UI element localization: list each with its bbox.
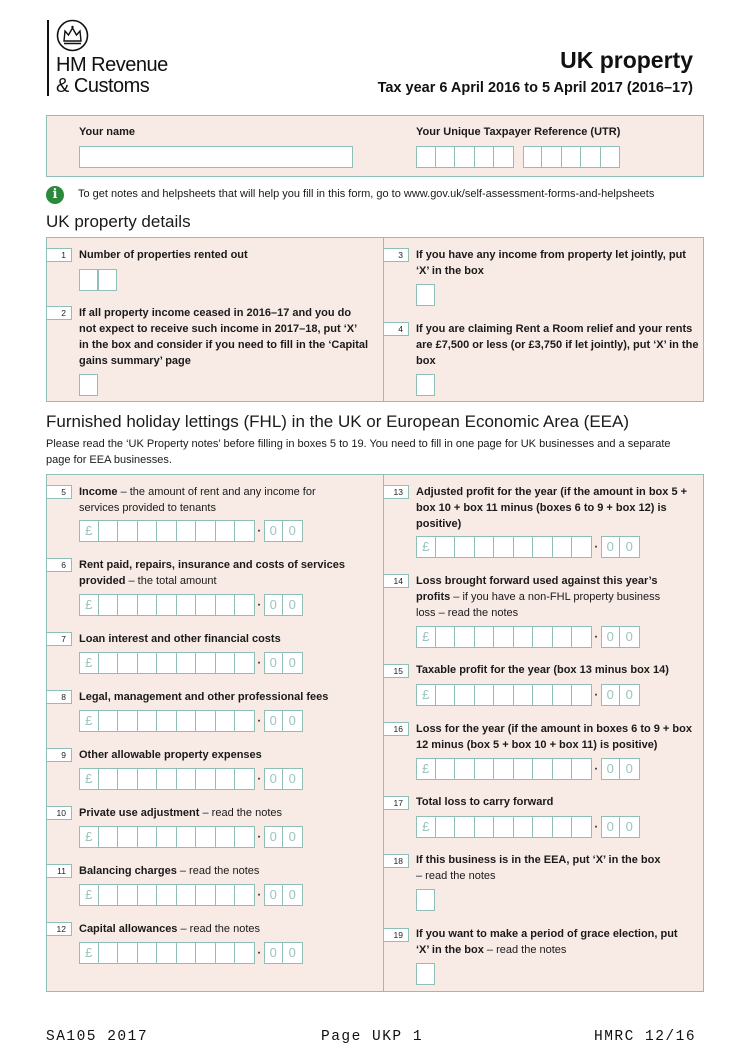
form-code: SA105 2017 [46,1029,149,1045]
pence-cell: 0 [620,684,640,706]
box-4-label: If you are claiming Rent a Room relief and your rents are £7,500 or less (or £3,750 if let jointly), put ‘X’ in the box [416,323,699,367]
digit-cell[interactable] [99,520,119,542]
box-7-label: Loan interest and other financial costs [79,633,281,645]
page-title: UK property [560,47,693,73]
digit-cell[interactable] [138,520,158,542]
digit-cell[interactable] [118,594,138,616]
digit-cell[interactable] [572,816,592,838]
digit-cell[interactable] [514,758,534,780]
box-5-label: Income – the amount of rent and any income for services provided to tenants [79,486,316,514]
digit-cell[interactable] [455,758,475,780]
digit-cell[interactable] [99,652,119,674]
digit-cell[interactable] [553,536,573,558]
pence-cell: 0 [264,826,284,848]
box-15-amount[interactable] [416,684,640,706]
digit-cell[interactable] [436,626,456,648]
digit-cell[interactable] [118,520,138,542]
box-3-checkbox[interactable] [416,284,435,306]
box-1-label: Number of properties rented out [79,249,248,261]
digit-cell[interactable] [553,816,573,838]
digit-cell[interactable] [494,536,514,558]
box-number: 19 [383,928,409,942]
digit-cell[interactable] [138,884,158,906]
currency-cell: £ [79,942,99,964]
digit-cell[interactable] [475,758,495,780]
digit-cell[interactable] [235,884,255,906]
digit-cell[interactable] [533,816,553,838]
box-number: 4 [383,322,409,336]
decimal-point: · [256,596,262,613]
digit-cell[interactable] [494,626,514,648]
fhl-intro: Please read the ‘UK Property notes’ before filling in boxes 5 to 19. You need to fill in one page for UK businesses and a separate page for EEA businesses. [46,438,671,466]
box-4-checkbox[interactable] [416,374,435,396]
digit-cell[interactable] [533,536,553,558]
digit-cell[interactable] [235,768,255,790]
decimal-point: · [256,828,262,845]
digit-cell[interactable] [436,758,456,780]
pence-cell: 0 [620,626,640,648]
digit-cell[interactable] [216,884,236,906]
utr-label: Your Unique Taxpayer Reference (UTR) [416,126,621,138]
pence-cell: 0 [283,826,303,848]
box-number: 13 [383,485,409,499]
pence-cell: 0 [264,652,284,674]
pence-cell: 0 [264,768,284,790]
pence-cell: 0 [283,520,303,542]
hmrc-wordmark: HM Revenue & Customs [56,54,168,97]
digit-cell[interactable] [235,520,255,542]
pence-cell: 0 [601,536,621,558]
box-17-amount[interactable] [416,816,640,838]
digit-cell[interactable] [455,816,475,838]
box-number: 2 [46,306,72,320]
digit-cell[interactable] [436,816,456,838]
your-name-field[interactable] [79,146,353,168]
digit-cell[interactable] [138,768,158,790]
digit-cell[interactable] [494,816,514,838]
decimal-point: · [256,522,262,539]
digit-cell[interactable] [177,826,197,848]
digit-cell[interactable] [475,684,495,706]
digit-cell[interactable] [196,826,216,848]
box-8-amount[interactable] [79,710,303,732]
pence-cell: 0 [601,758,621,780]
decimal-point: · [256,712,262,729]
box-9-amount[interactable] [79,768,303,790]
digit-cell[interactable] [494,684,514,706]
decimal-point: · [593,760,599,777]
digit-cell[interactable] [475,626,495,648]
digit-cell[interactable] [177,942,197,964]
digit-cell[interactable] [177,520,197,542]
digit-cell[interactable] [118,652,138,674]
box-8-label: Legal, management and other professional fees [79,691,329,703]
box-number: 9 [46,748,72,762]
digit-cell[interactable] [99,710,119,732]
digit-cell[interactable] [196,520,216,542]
decimal-point: · [256,886,262,903]
digit-cell[interactable] [118,710,138,732]
hmrc-logo-rule [47,20,49,96]
digit-cell[interactable] [533,758,553,780]
digit-cell[interactable] [235,710,255,732]
digit-cell[interactable] [196,942,216,964]
pence-cell: 0 [283,942,303,964]
box-number: 6 [46,558,72,572]
digit-cell[interactable] [494,758,514,780]
box-5-amount[interactable] [79,520,303,542]
currency-cell: £ [79,710,99,732]
digit-cell[interactable] [514,816,534,838]
digit-cell[interactable] [553,684,573,706]
box-6-amount[interactable] [79,594,303,616]
digit-cell[interactable] [99,768,119,790]
digit-cell[interactable] [99,826,119,848]
currency-cell: £ [416,758,436,780]
box-10-amount[interactable] [79,826,303,848]
page-number: Page UKP 1 [321,1029,424,1045]
digit-cell[interactable] [177,884,197,906]
pence-cell: 0 [601,816,621,838]
digit-cell[interactable] [177,768,197,790]
digit-cell[interactable] [196,652,216,674]
currency-cell: £ [79,520,99,542]
box-number: 17 [383,796,409,810]
digit-cell[interactable] [177,594,197,616]
currency-cell: £ [416,536,436,558]
digit-cell[interactable] [157,884,177,906]
digit-cell[interactable] [533,684,553,706]
royal-crest-icon [56,19,89,52]
digit-cell[interactable] [572,536,592,558]
box-1-input[interactable] [79,269,98,291]
box-1-input[interactable] [98,269,117,291]
digit-cell[interactable] [157,768,177,790]
digit-cell[interactable] [553,758,573,780]
pence-cell: 0 [283,768,303,790]
box-number: 7 [46,632,72,646]
box-number: 11 [46,864,72,878]
currency-cell: £ [79,884,99,906]
box-number: 3 [383,248,409,262]
decimal-point: · [256,654,262,671]
pence-cell: 0 [620,758,640,780]
digit-cell[interactable] [553,626,573,648]
box-number: 18 [383,854,409,868]
pence-cell: 0 [283,652,303,674]
currency-cell: £ [79,768,99,790]
box-2-checkbox[interactable] [79,374,98,396]
digit-cell[interactable] [235,652,255,674]
digit-cell[interactable] [118,942,138,964]
pence-cell: 0 [264,594,284,616]
your-name-label: Your name [79,126,136,138]
digit-cell[interactable] [514,536,534,558]
digit-cell[interactable] [235,826,255,848]
digit-cell[interactable] [455,536,475,558]
digit-cell[interactable] [572,626,592,648]
digit-cell[interactable] [235,594,255,616]
digit-cell[interactable] [455,684,475,706]
digit-cell[interactable] [216,594,236,616]
pence-cell: 0 [264,884,284,906]
digit-cell[interactable] [157,520,177,542]
box-18-checkbox[interactable] [416,889,435,911]
digit-cell[interactable] [177,710,197,732]
box-6-label: Rent paid, repairs, insurance and costs of services provided – the total amount [79,559,345,587]
decimal-point: · [593,628,599,645]
digit-cell[interactable] [157,942,177,964]
pence-cell: 0 [283,594,303,616]
digit-cell[interactable] [138,652,158,674]
digit-cell[interactable] [196,884,216,906]
box-13-label: Adjusted profit for the year (if the amount in box 5 + box 10 + box 11 minus (boxes 6 to 9 + box 12) is positive) [416,486,688,530]
box-3-label: If you have any income from property let jointly, put ‘X’ in the box [416,249,686,277]
box-19-label: If you want to make a period of grace election, put ‘X’ in the box – read the notes [416,928,678,956]
pence-cell: 0 [283,710,303,732]
currency-cell: £ [416,626,436,648]
box-13-amount[interactable] [416,536,640,558]
digit-cell[interactable] [216,768,236,790]
box-7-amount[interactable] [79,652,303,674]
digit-cell[interactable] [216,942,236,964]
box-16-amount[interactable] [416,758,640,780]
box-11-amount[interactable] [79,884,303,906]
box-10-label: Private use adjustment – read the notes [79,807,282,819]
digit-cell[interactable] [514,684,534,706]
digit-cell[interactable] [157,594,177,616]
form-version: HMRC 12/16 [594,1029,697,1045]
digit-cell[interactable] [99,884,119,906]
decimal-point: · [256,770,262,787]
digit-cell[interactable] [138,826,158,848]
box-number: 10 [46,806,72,820]
digit-cell[interactable] [177,652,197,674]
digit-cell[interactable] [157,826,177,848]
currency-cell: £ [79,594,99,616]
digit-cell[interactable] [572,684,592,706]
box-number: 12 [46,922,72,936]
digit-cell[interactable] [216,826,236,848]
box-11-label: Balancing charges – read the notes [79,865,260,877]
currency-cell: £ [79,826,99,848]
digit-cell[interactable] [99,942,119,964]
digit-cell[interactable] [533,626,553,648]
box-number: 8 [46,690,72,704]
box-18-label: If this business is in the EEA, put ‘X’ in the box – read the notes [416,854,661,882]
digit-cell[interactable] [216,710,236,732]
digit-cell[interactable] [514,626,534,648]
fhl-heading: Furnished holiday lettings (FHL) in the UK or European Economic Area (EEA) [46,412,629,431]
digit-cell[interactable] [118,884,138,906]
digit-cell[interactable] [475,536,495,558]
digit-cell[interactable] [138,594,158,616]
box-12-label: Capital allowances – read the notes [79,923,260,935]
digit-cell[interactable] [118,826,138,848]
digit-cell[interactable] [436,684,456,706]
pence-cell: 0 [264,710,284,732]
pence-cell: 0 [264,942,284,964]
digit-cell[interactable] [572,758,592,780]
box-9-label: Other allowable property expenses [79,749,262,761]
box-19-checkbox[interactable] [416,963,435,985]
digit-cell[interactable] [196,594,216,616]
box-17-label: Total loss to carry forward [416,796,554,808]
digit-cell[interactable] [196,768,216,790]
digit-cell[interactable] [216,520,236,542]
pence-cell: 0 [620,816,640,838]
decimal-point: · [256,944,262,961]
decimal-point: · [593,818,599,835]
box-number: 1 [46,248,72,262]
digit-cell[interactable] [118,768,138,790]
digit-cell[interactable] [436,536,456,558]
decimal-point: · [593,686,599,703]
currency-cell: £ [79,652,99,674]
utr-field[interactable] [416,146,620,168]
digit-cell[interactable] [235,942,255,964]
box-14-amount[interactable] [416,626,640,648]
box-15-label: Taxable profit for the year (box 13 minus box 14) [416,664,669,676]
digit-cell[interactable] [475,816,495,838]
box-14-label: Loss brought forward used against this year’s profits – if you have a non-FHL property business loss – read the notes [416,575,661,619]
pence-cell: 0 [601,684,621,706]
digit-cell[interactable] [157,710,177,732]
box-16-label: Loss for the year (if the amount in boxes 6 to 9 + box 12 minus (box 5 + box 10 + box 11) is positive) [416,723,692,751]
digit-cell[interactable] [99,594,119,616]
info-icon: i [46,186,64,204]
tax-year: Tax year 6 April 2016 to 5 April 2017 (2016–17) [377,80,693,96]
box-number: 16 [383,722,409,736]
digit-cell[interactable] [216,652,236,674]
pence-cell: 0 [620,536,640,558]
pence-cell: 0 [264,520,284,542]
box-number: 15 [383,664,409,678]
box-number: 14 [383,574,409,588]
digit-cell[interactable] [157,652,177,674]
info-text: To get notes and helpsheets that will help you fill in this form, go to www.gov.uk/self-assessment-forms-and-helpsheets [78,188,655,200]
digit-cell[interactable] [196,710,216,732]
digit-cell[interactable] [455,626,475,648]
box-2-label: If all property income ceased in 2016–17 and you do not expect to receive such income in 2017–18, put ‘X’ in the box and consider if you need to fill in the ‘Capital gains summary’ page [79,307,369,367]
currency-cell: £ [416,684,436,706]
currency-cell: £ [416,816,436,838]
digit-cell[interactable] [138,942,158,964]
uk-property-details-heading: UK property details [46,212,191,231]
box-12-amount[interactable] [79,942,303,964]
decimal-point: · [593,538,599,555]
box-number: 5 [46,485,72,499]
pence-cell: 0 [601,626,621,648]
digit-cell[interactable] [138,710,158,732]
pence-cell: 0 [283,884,303,906]
